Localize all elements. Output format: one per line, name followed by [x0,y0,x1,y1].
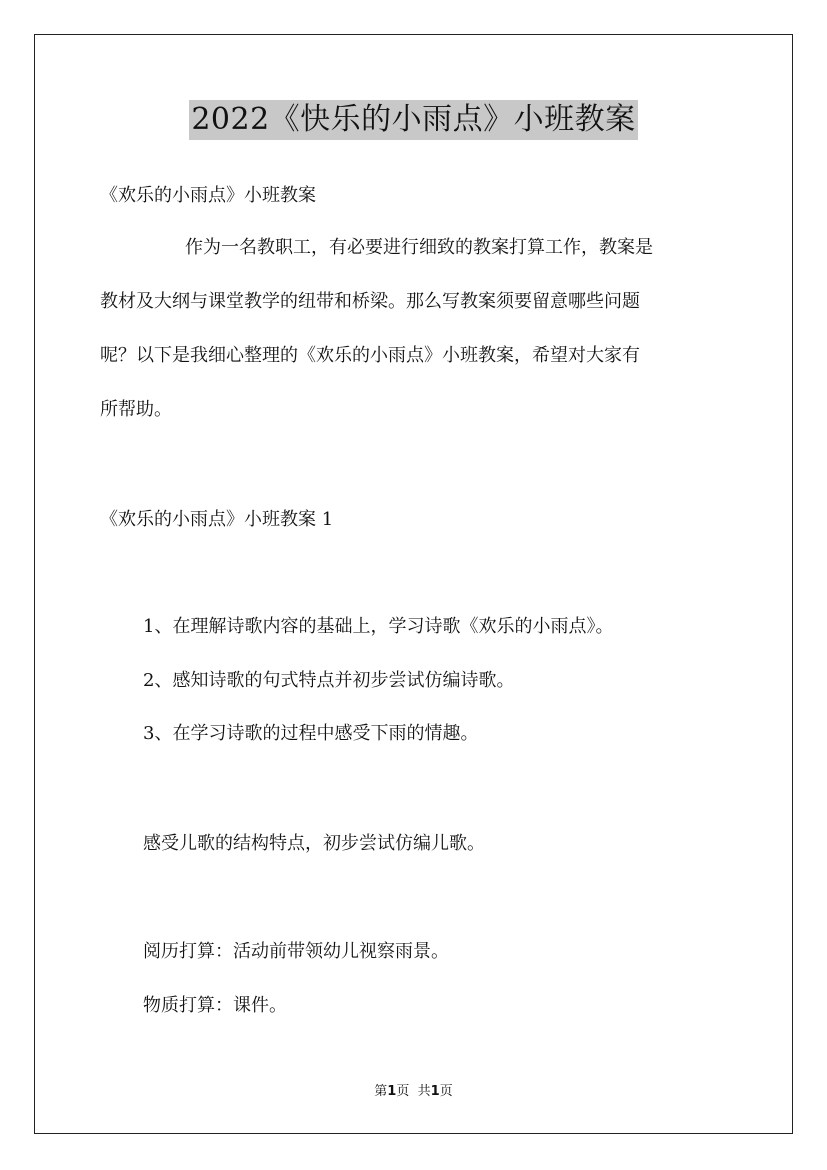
document-title: 2022《快乐的小雨点》小班教案 [189,100,637,140]
section-heading: 《欢乐的小雨点》小班教案 1 [100,509,334,530]
key-point-line: 感受儿歌的结构特点，初步尝试仿编儿歌。 [143,833,485,854]
title-container [0,100,827,140]
intro-paragraph-line-3: 呢？以下是我细心整理的《欢乐的小雨点》小班教案，希望对大家有 [100,345,640,366]
intro-paragraph-line-1: 作为一名教职工，有必要进行细致的教案打算工作，教案是 [185,237,653,258]
material-prep-line: 物质打算：课件。 [143,995,287,1016]
page-footer [0,1083,827,1101]
footer-page-suffix: 页 [396,1084,410,1099]
subtitle-line: 《欢乐的小雨点》小班教案 [100,185,316,206]
goal-item-3: 3、在学习诗歌的过程中感受下雨的情趣。 [143,723,479,744]
footer-total-prefix: 共 [417,1084,431,1099]
goal-item-2: 2、感知诗歌的句式特点并初步尝试仿编诗歌。 [143,670,515,691]
experience-prep-line: 阅历打算：活动前带领幼儿视察雨景。 [143,941,449,962]
goal-item-1: 1、在理解诗歌内容的基础上，学习诗歌《欢乐的小雨点》。 [143,616,614,637]
intro-paragraph-line-2: 教材及大纲与课堂教学的纽带和桥梁。那么写教案须要留意哪些问题 [100,291,640,312]
intro-paragraph-line-4: 所帮助。 [100,399,172,420]
footer-page-prefix: 第 [374,1084,388,1099]
footer-page-number: 1 [387,1084,397,1099]
footer-total-number: 1 [430,1084,440,1099]
footer-total-suffix: 页 [439,1084,453,1099]
